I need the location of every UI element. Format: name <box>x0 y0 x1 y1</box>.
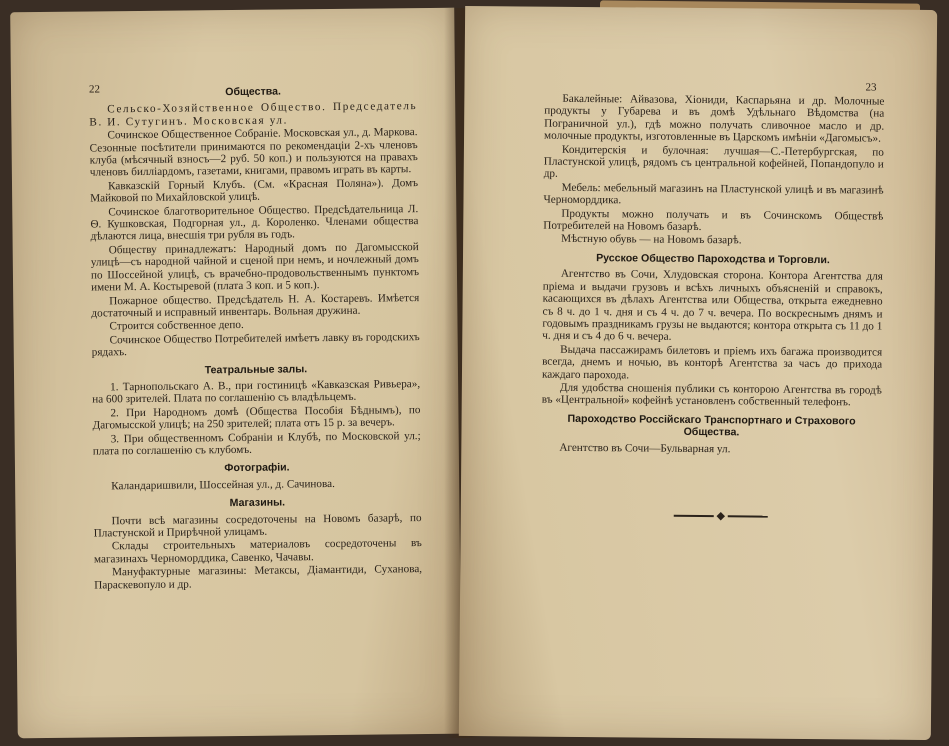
paragraph: Обществу принадлежатъ: Народный домъ по Дагомысской улицѣ—съ народной чайной и сценой при немъ, и ночлежный домъ по Шоссейной улицѣ, съ врачебно-продовольственнымъ пунктомъ имени М. А. Костыревой (плата 3 коп. и 5 коп.). <box>90 240 420 294</box>
paragraph: 3. При общественномъ Собраніи и Клубѣ, по Московской ул.; плата по соглашенію съ клубомъ. <box>92 429 421 458</box>
section-heading: Пароходство Россійскаго Транспортнаго и Страхового Общества. <box>567 412 856 439</box>
paragraph: Агентство въ Сочи—Бульварная ул. <box>559 441 731 455</box>
paragraph: Агентство въ Сочи, Хлудовская сторона. Контора Агентства для пріема и выдачи грузовъ и всѣхъ личныхъ объясненій и справокъ, касающихся въ дѣлахъ Агентства или Общества, открыта ежедневно съ 8 ч. до 1 ч. дня и съ 4 ч. до 7 ч. вечера. По воскреснымъ днямъ и годовымъ праздникамъ грузы не выдаются; контора открыта съ 11 до 1 ч. дня и съ 4 до 6 ч. вечера. <box>542 268 883 344</box>
paragraph: Мѣстную обувь — на Новомъ базарѣ. <box>561 233 742 247</box>
section-heading: Театральные залы. <box>204 362 308 376</box>
ornament-line <box>728 515 768 517</box>
paragraph: Выдача пассажирамъ билетовъ и пріемъ ихъ багажа производится всегда, днемъ и ночью, въ конторѣ Агентства за часъ до прихода каждаго парохода. <box>541 343 883 381</box>
paragraph: 2. При Народномъ домѣ (Общества Пособія Бѣднымъ), по Дагомысской улицѣ; на 250 зрителей; плата отъ 15 р. за вечеръ. <box>92 403 421 432</box>
paragraph: Мебель: мебельный магазинъ на Пластунской улицѣ и въ магазинѣ Черноморддика. <box>543 181 884 207</box>
paragraph: Кондитерскія и булочная: лучшая—С.-Петербургская, по Пластунской улицѣ, рядомъ съ центральной кофейней, Попандопуло и др. <box>543 143 884 181</box>
paragraph: Сочинское Общество Потребителей имѣетъ лавку въ городскихъ рядахъ. <box>91 330 420 359</box>
left-page <box>10 8 462 739</box>
paragraph: Почти всѣ магазины сосредоточены на Новомъ базарѣ, по Пластунской и Прирѣчной улицамъ. <box>93 511 422 540</box>
right-page <box>459 6 937 740</box>
page-number: 22 <box>88 83 101 96</box>
paragraph: Склады строительныхъ материаловъ сосредоточены въ магазинахъ Черноморддика, Савенко, Чачавы. <box>93 537 422 566</box>
paragraph: Для удобства сношенія публики съ конторою Агентства въ городѣ въ «Центральной» кофейнѣ установленъ собственный телефонъ. <box>541 381 882 409</box>
page-number: 23 <box>865 81 877 94</box>
paragraph: Бакалейные: Айвазова, Хіониди, Каспарьяна и др. Молочные продукты у Губарева и въ домѣ Удѣльнаго Вѣдомства (на Пограничной ул.), гдѣ можно получать сливочное масло и др. молочные продукты, изготовленные въ Царскомъ имѣніи «Дагомысъ». <box>544 92 885 145</box>
paragraph: Продукты можно получать и въ Сочинскомъ Обществѣ Потребителей на Новомъ базарѣ. <box>543 207 884 234</box>
right-page-text <box>541 93 885 521</box>
section-heading: Русское Общество Пароходства и Торговли. <box>596 251 830 267</box>
ornament-line <box>674 515 714 517</box>
section-heading: Общества. <box>225 85 281 99</box>
left-page-text <box>89 84 422 591</box>
paragraph: Строится собственное депо. <box>109 319 244 333</box>
paragraph: Сочинское Общественное Собраніе. Московская ул., д. Маркова. Сезонные посѣтители принимаются по рекомендаціи 2-хъ членовъ клуба (мѣсячный взносъ—2 руб. 50 коп.) и пользуются на правахъ членовъ билліардомъ, газетами, книгами, правомъ играть въ карты. <box>89 126 418 179</box>
paragraph: Сочинское благотворительное Общество. Предсѣдательница Л. Ѳ. Кушковская, Подгорная ул., д. Короленко. Членами общества дѣлаются лица, внесшія три рубля въ годъ. <box>90 202 419 243</box>
paragraph: Мануфактурные магазины: Метаксы, Діамантиди, Суханова, Параскевопуло и др. <box>94 563 423 592</box>
paragraph: 1. Тарнопольскаго А. В., при гостиницѣ «Кавказская Ривьера», на 600 зрителей. Плата по соглашенію съ владѣльцемъ. <box>92 378 421 406</box>
section-heading: Магазины. <box>229 496 286 510</box>
paragraph: Пожарное общество. Предсѣдатель Н. А. Костаревъ. Имѣется достаточный и исправный инвентарь. Вольная дружина. <box>91 291 420 320</box>
paragraph: Кавказскій Горный Клубъ. (См. «Красная Поляна»). Домъ Майковой по Михайловской улицѣ. <box>90 176 419 205</box>
ornament-diamond <box>717 512 725 520</box>
paragraph: Сельско-Хозяйственное Общество. Председатель В. И. Сутугинъ. Московская ул. <box>89 100 418 129</box>
section-heading: Фотографіи. <box>224 461 290 475</box>
ornament-divider <box>561 512 881 521</box>
paragraph: Каландаришвили, Шоссейная ул., д. Сачинова. <box>111 477 335 493</box>
